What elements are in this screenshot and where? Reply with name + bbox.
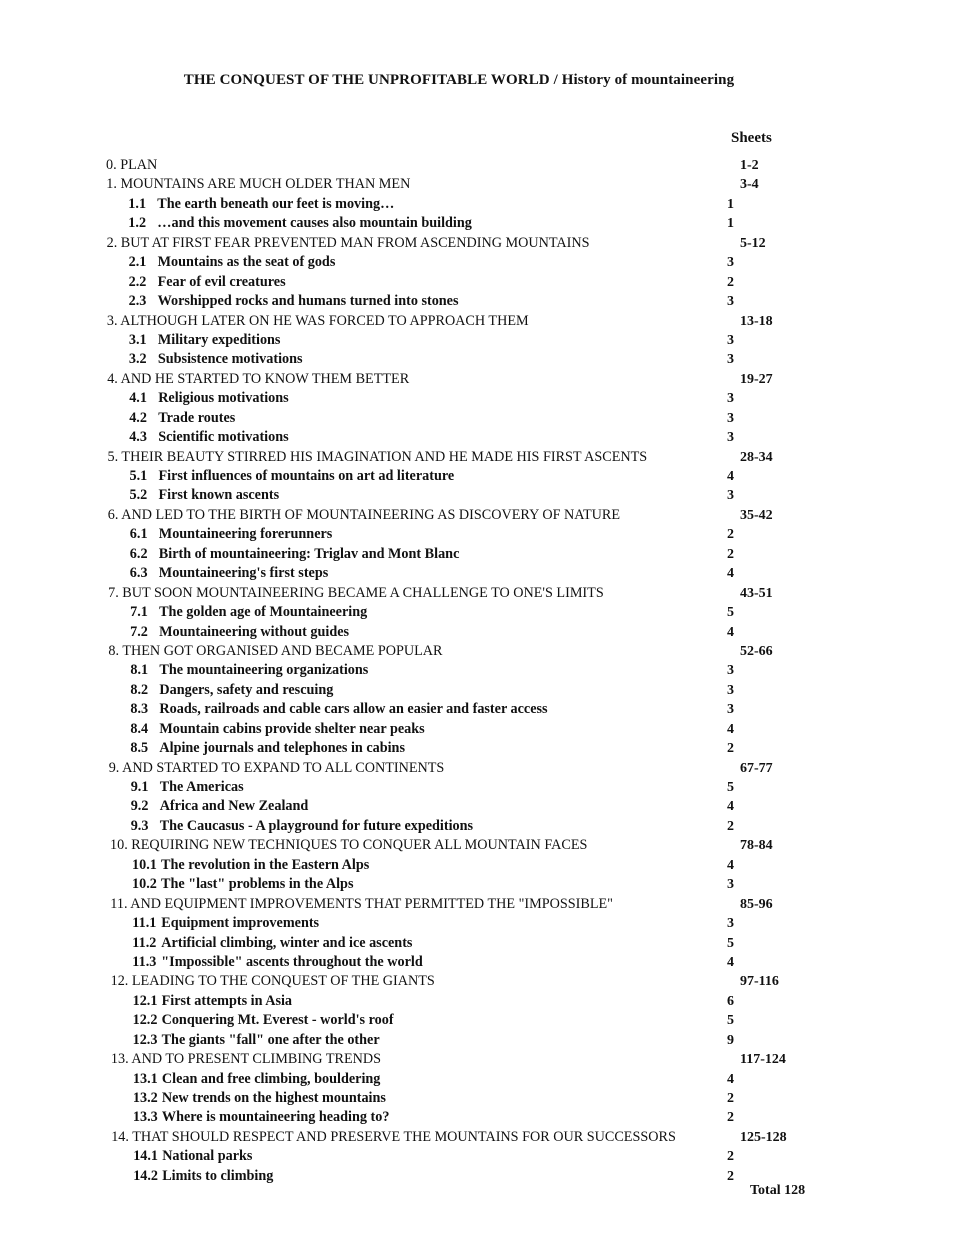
subsection-number: 5.2 bbox=[129, 487, 148, 504]
subsection-sheet-count: 2 bbox=[727, 741, 734, 757]
subsection-entry bbox=[130, 564, 328, 583]
section-sheet-range: 3-4 bbox=[740, 177, 759, 193]
subsection-entry bbox=[128, 195, 394, 214]
subsection-number: 14.2 bbox=[133, 1167, 159, 1184]
subsection-number: 9.3 bbox=[130, 817, 149, 834]
subsection-entry bbox=[130, 486, 280, 505]
subsection-sheet-count: 5 bbox=[727, 1013, 734, 1029]
subsection-row bbox=[0, 1167, 960, 1186]
section-sheet-range: 13-18 bbox=[740, 313, 773, 329]
section-sheet-range: 85-96 bbox=[740, 896, 773, 912]
section-heading: 12. LEADING TO THE CONQUEST OF THE GIANTS bbox=[110, 973, 435, 990]
subsection-number: 3.2 bbox=[128, 351, 147, 368]
subsection-sheet-count: 5 bbox=[727, 780, 734, 795]
subsection-entry bbox=[132, 914, 319, 933]
section-sheet-range: 19-27 bbox=[740, 371, 773, 387]
subsection-row bbox=[0, 1031, 960, 1050]
section-heading: 4. AND HE STARTED TO KNOW THEM BETTER bbox=[107, 370, 410, 387]
subsection-title: The "last" problems in the Alps bbox=[161, 876, 354, 893]
subsection-title: Religious motivations bbox=[158, 390, 289, 407]
subsection-title: Artificial climbing, winter and ice ascents bbox=[161, 934, 413, 951]
subsection-title: The giants "fall" one after the other bbox=[161, 1031, 380, 1048]
subsection-sheet-count: 3 bbox=[727, 391, 734, 407]
subsection-entry bbox=[130, 661, 368, 680]
subsection-sheet-count: 4 bbox=[727, 721, 734, 737]
subsection-row bbox=[0, 195, 960, 214]
subsection-row bbox=[0, 214, 960, 233]
subsection-sheet-count: 4 bbox=[727, 857, 734, 873]
subsection-entry bbox=[130, 739, 405, 758]
section-sheet-range: 1-2 bbox=[740, 158, 759, 173]
subsection-number: 4.2 bbox=[129, 409, 147, 426]
section-row bbox=[0, 836, 960, 855]
subsection-row bbox=[0, 661, 960, 680]
subsection-number: 7.2 bbox=[130, 623, 148, 640]
subsection-sheet-count: 3 bbox=[727, 430, 734, 446]
section-sheet-range: 117-124 bbox=[740, 1052, 786, 1068]
subsection-row bbox=[0, 292, 960, 311]
subsection-number: 2.2 bbox=[128, 273, 147, 290]
subsection-row bbox=[0, 409, 960, 428]
section-sheet-range: 35-42 bbox=[740, 507, 773, 523]
subsection-title: Scientific motivations bbox=[158, 429, 289, 446]
subsection-number: 6.1 bbox=[129, 526, 148, 543]
subsection-row bbox=[0, 623, 960, 642]
subsection-number: 13.2 bbox=[132, 1090, 158, 1106]
document-title: THE CONQUEST OF THE UNPROFITABLE WORLD / History of mountaineering bbox=[183, 72, 735, 88]
section-heading: 2. BUT AT FIRST FEAR PREVENTED MAN FROM ASCENDING MOUNTAINS bbox=[106, 234, 590, 251]
subsection-number: 11.3 bbox=[132, 953, 157, 970]
subsection-number: 12.2 bbox=[132, 1012, 158, 1029]
subsection-number: 12.1 bbox=[132, 992, 158, 1009]
subsection-row bbox=[0, 875, 960, 894]
subsection-title: First influences of mountains on art ad literature bbox=[158, 468, 455, 484]
section-row bbox=[0, 448, 960, 467]
subsection-number: 9.2 bbox=[130, 798, 149, 815]
subsection-entry bbox=[133, 992, 292, 1011]
subsection-title: Africa and New Zealand bbox=[159, 798, 309, 815]
section-sheet-range: 97-116 bbox=[740, 974, 779, 990]
subsection-sheet-count: 2 bbox=[727, 527, 734, 543]
subsection-sheet-count: 4 bbox=[727, 799, 734, 815]
subsection-entry bbox=[132, 953, 422, 972]
subsection-sheet-count: 3 bbox=[727, 332, 734, 348]
subsection-number: 7.1 bbox=[130, 604, 148, 621]
subsection-entry bbox=[129, 331, 281, 350]
subsection-title: The revolution in the Eastern Alps bbox=[161, 856, 370, 873]
subsection-sheet-count: 3 bbox=[727, 682, 734, 698]
subsection-number: 6.2 bbox=[129, 545, 148, 562]
section-heading: 10. REQUIRING NEW TECHNIQUES TO CONQUER ALL MOUNTAIN FACES bbox=[110, 837, 588, 854]
subsection-title: Conquering Mt. Everest - world's roof bbox=[161, 1012, 394, 1029]
subsection-sheet-count: 3 bbox=[727, 294, 734, 310]
subsection-sheet-count: 2 bbox=[727, 1168, 734, 1184]
section-sheet-range: 43-51 bbox=[740, 585, 773, 601]
section-row bbox=[0, 642, 960, 661]
subsection-row bbox=[0, 350, 960, 369]
subsection-sheet-count: 2 bbox=[727, 1149, 734, 1165]
subsection-entry bbox=[129, 253, 336, 272]
subsection-sheet-count: 4 bbox=[727, 469, 734, 484]
subsection-title: Dangers, safety and rescuing bbox=[159, 681, 334, 698]
subsection-number: 8.4 bbox=[130, 720, 149, 737]
subsection-sheet-count: 3 bbox=[727, 702, 734, 718]
subsection-title: Where is mountaineering heading to? bbox=[161, 1109, 390, 1126]
subsection-row bbox=[0, 739, 960, 758]
subsection-number: 1.1 bbox=[128, 195, 147, 212]
section-row bbox=[0, 1128, 960, 1147]
subsection-number: 10.1 bbox=[132, 856, 157, 873]
subsection-entry bbox=[130, 525, 333, 544]
subsection-sheet-count: 2 bbox=[727, 546, 734, 562]
subsection-title: Fear of evil creatures bbox=[157, 273, 286, 290]
subsection-row bbox=[0, 992, 960, 1011]
section-heading: 6. AND LED TO THE BIRTH OF MOUNTAINEERING AS DISCOVERY OF NATURE bbox=[107, 506, 620, 523]
section-heading: 1. MOUNTAINS ARE MUCH OLDER THAN MEN bbox=[106, 176, 411, 193]
subsection-number: 6.3 bbox=[129, 565, 148, 582]
subsection-entry bbox=[133, 1089, 386, 1108]
subsection-entry bbox=[130, 603, 367, 622]
subsection-sheet-count: 3 bbox=[727, 488, 734, 504]
subsection-title: The mountaineering organizations bbox=[159, 662, 369, 679]
subsection-title: Limits to climbing bbox=[162, 1167, 274, 1184]
subsection-number: 4.3 bbox=[129, 429, 147, 446]
section-heading: 9. AND STARTED TO EXPAND TO ALL CONTINENTS bbox=[108, 759, 445, 776]
subsection-sheet-count: 2 bbox=[727, 274, 734, 290]
subsection-sheet-count: 5 bbox=[727, 605, 734, 621]
subsection-entry bbox=[131, 778, 244, 797]
section-row bbox=[0, 1050, 960, 1069]
subsection-number: 14.1 bbox=[133, 1148, 159, 1165]
subsection-entry bbox=[130, 467, 455, 486]
subsection-row bbox=[0, 1108, 960, 1127]
subsection-sheet-count: 2 bbox=[727, 1110, 734, 1126]
subsection-row bbox=[0, 1070, 960, 1089]
section-sheet-range: 67-77 bbox=[740, 760, 773, 776]
total-sheets: Total 128 bbox=[750, 1183, 806, 1198]
subsection-title: "Impossible" ascents throughout the world bbox=[161, 953, 423, 970]
subsection-title: Trade routes bbox=[158, 409, 236, 426]
subsection-row bbox=[0, 389, 960, 408]
subsection-title: Mountaineering without guides bbox=[159, 623, 350, 640]
subsection-number: 8.3 bbox=[130, 701, 149, 718]
section-row bbox=[0, 175, 960, 194]
subsection-sheet-count: 2 bbox=[727, 818, 734, 834]
subsection-title: Roads, railroads and cable cars allow an easier and faster access bbox=[159, 701, 548, 718]
subsection-title: Birth of mountaineering: Triglav and Mont Blanc bbox=[158, 545, 460, 562]
subsection-row bbox=[0, 273, 960, 292]
subsection-entry bbox=[130, 720, 424, 739]
sheets-column-header: Sheets bbox=[731, 130, 772, 146]
section-row bbox=[0, 895, 960, 914]
subsection-sheet-count: 3 bbox=[727, 916, 734, 932]
subsection-row bbox=[0, 681, 960, 700]
section-sheet-range: 78-84 bbox=[740, 838, 773, 854]
subsection-sheet-count: 1 bbox=[727, 196, 734, 212]
subsection-row bbox=[0, 1089, 960, 1108]
section-row bbox=[0, 972, 960, 991]
subsection-number: 3.1 bbox=[128, 331, 147, 348]
section-row bbox=[0, 370, 960, 389]
section-heading: 3. ALTHOUGH LATER ON HE WAS FORCED TO APPROACH THEM bbox=[106, 312, 529, 329]
section-row bbox=[0, 234, 960, 253]
subsection-title: Subsistence motivations bbox=[157, 351, 303, 368]
subsection-row bbox=[0, 700, 960, 719]
subsection-row bbox=[0, 720, 960, 739]
subsection-row bbox=[0, 1011, 960, 1030]
subsection-entry bbox=[132, 934, 412, 953]
subsection-sheet-count: 3 bbox=[727, 352, 734, 368]
subsection-entry bbox=[129, 389, 288, 408]
subsection-number: 11.1 bbox=[132, 915, 157, 932]
subsection-title: The golden age of Mountaineering bbox=[159, 604, 368, 621]
subsection-title: Military expeditions bbox=[157, 331, 281, 348]
subsection-number: 8.1 bbox=[130, 662, 149, 679]
subsection-title: First known ascents bbox=[158, 487, 280, 504]
subsection-number: 11.2 bbox=[132, 934, 157, 951]
section-row bbox=[0, 156, 960, 175]
subsection-entry bbox=[128, 214, 472, 233]
subsection-number: 9.1 bbox=[130, 779, 149, 795]
subsection-row bbox=[0, 545, 960, 564]
subsection-row bbox=[0, 525, 960, 544]
subsection-entry bbox=[133, 1070, 380, 1089]
subsection-title: …and this movement causes also mountain building bbox=[157, 215, 472, 232]
section-heading: 0. PLAN bbox=[106, 157, 158, 173]
subsection-row bbox=[0, 428, 960, 447]
subsection-entry bbox=[131, 797, 309, 816]
subsection-title: Mountaineering forerunners bbox=[158, 526, 333, 543]
subsection-sheet-count: 3 bbox=[727, 877, 734, 893]
subsection-entry bbox=[133, 1147, 252, 1166]
subsection-entry bbox=[129, 273, 286, 292]
section-heading: 14. THAT SHOULD RESPECT AND PRESERVE THE MOUNTAINS FOR OUR SUCCESSORS bbox=[111, 1128, 676, 1145]
subsection-title: First attempts in Asia bbox=[161, 992, 293, 1009]
subsection-title: Mountain cabins provide shelter near peaks bbox=[159, 720, 425, 737]
section-sheet-range: 52-66 bbox=[740, 643, 773, 659]
subsection-sheet-count: 5 bbox=[727, 935, 734, 951]
subsection-entry bbox=[129, 409, 235, 428]
subsection-title: Clean and free climbing, bouldering bbox=[161, 1070, 381, 1087]
subsection-title: New trends on the highest mountains bbox=[161, 1090, 386, 1106]
subsection-sheet-count: 3 bbox=[727, 255, 734, 271]
section-row bbox=[0, 312, 960, 331]
subsection-number: 13.1 bbox=[132, 1070, 158, 1087]
subsection-sheet-count: 4 bbox=[727, 1071, 734, 1087]
subsection-number: 8.5 bbox=[130, 740, 149, 757]
subsection-title: Mountaineering's first steps bbox=[158, 565, 329, 582]
subsection-entry bbox=[130, 681, 333, 700]
section-row bbox=[0, 759, 960, 778]
subsection-number: 4.1 bbox=[129, 390, 147, 407]
section-sheet-range: 5-12 bbox=[740, 235, 766, 251]
subsection-sheet-count: 1 bbox=[727, 216, 734, 232]
subsection-number: 8.2 bbox=[130, 681, 149, 698]
subsection-sheet-count: 9 bbox=[727, 1032, 734, 1048]
subsection-title: Mountains as the seat of gods bbox=[157, 254, 336, 271]
subsection-number: 13.3 bbox=[132, 1109, 158, 1126]
subsection-title: The Caucasus - A playground for future expeditions bbox=[159, 817, 474, 834]
subsection-entry bbox=[131, 817, 473, 836]
section-heading: 8. THEN GOT ORGANISED AND BECAME POPULAR bbox=[108, 642, 443, 659]
subsection-title: Equipment improvements bbox=[161, 915, 320, 932]
section-heading: 13. AND TO PRESENT CLIMBING TRENDS bbox=[110, 1051, 382, 1068]
subsection-number: 2.3 bbox=[128, 293, 147, 310]
subsection-entry bbox=[133, 1031, 380, 1050]
table-of-contents bbox=[0, 156, 960, 1186]
subsection-sheet-count: 6 bbox=[727, 993, 734, 1009]
subsection-entry bbox=[133, 1011, 394, 1030]
subsection-sheet-count: 4 bbox=[727, 566, 734, 582]
subsection-row bbox=[0, 778, 960, 797]
subsection-sheet-count: 4 bbox=[727, 624, 734, 640]
section-sheet-range: 125-128 bbox=[740, 1129, 787, 1145]
subsection-row bbox=[0, 797, 960, 816]
subsection-row bbox=[0, 564, 960, 583]
subsection-number: 2.1 bbox=[128, 254, 147, 271]
section-heading: 7. BUT SOON MOUNTAINEERING BECAME A CHALLENGE TO ONE'S LIMITS bbox=[108, 584, 604, 601]
subsection-entry bbox=[130, 623, 349, 642]
subsection-row bbox=[0, 856, 960, 875]
subsection-number: 1.2 bbox=[128, 215, 147, 232]
subsection-row bbox=[0, 467, 960, 486]
subsection-title: Worshipped rocks and humans turned into stones bbox=[157, 293, 459, 310]
subsection-title: The earth beneath our feet is moving… bbox=[157, 195, 395, 212]
subsection-entry bbox=[129, 292, 459, 311]
section-row bbox=[0, 506, 960, 525]
subsection-sheet-count: 3 bbox=[727, 410, 734, 426]
subsection-row bbox=[0, 331, 960, 350]
subsection-sheet-count: 4 bbox=[727, 954, 734, 970]
subsection-row bbox=[0, 914, 960, 933]
subsection-title: The Americas bbox=[159, 779, 244, 795]
subsection-row bbox=[0, 817, 960, 836]
subsection-row bbox=[0, 1147, 960, 1166]
subsection-entry bbox=[130, 700, 547, 719]
subsection-sheet-count: 3 bbox=[727, 663, 734, 679]
subsection-row bbox=[0, 486, 960, 505]
subsection-number: 10.2 bbox=[132, 876, 157, 893]
section-row bbox=[0, 584, 960, 603]
subsection-row bbox=[0, 934, 960, 953]
subsection-title: Alpine journals and telephones in cabins bbox=[159, 740, 405, 757]
subsection-entry bbox=[129, 350, 303, 369]
section-heading: 11. AND EQUIPMENT IMPROVEMENTS THAT PERMITTED THE "IMPOSSIBLE" bbox=[110, 895, 613, 912]
subsection-row bbox=[0, 253, 960, 272]
subsection-number: 5.1 bbox=[129, 468, 148, 484]
subsection-sheet-count: 2 bbox=[727, 1091, 734, 1106]
subsection-row bbox=[0, 953, 960, 972]
subsection-title: National parks bbox=[162, 1148, 253, 1165]
subsection-entry bbox=[132, 856, 369, 875]
subsection-entry bbox=[130, 545, 460, 564]
subsection-entry bbox=[133, 1167, 273, 1186]
section-sheet-range: 28-34 bbox=[740, 449, 773, 465]
section-heading: 5. THEIR BEAUTY STIRRED HIS IMAGINATION AND HE MADE HIS FIRST ASCENTS bbox=[107, 448, 648, 465]
subsection-entry bbox=[132, 875, 353, 894]
subsection-row bbox=[0, 603, 960, 622]
subsection-entry bbox=[133, 1108, 390, 1127]
subsection-entry bbox=[129, 428, 288, 447]
subsection-number: 12.3 bbox=[132, 1031, 158, 1048]
